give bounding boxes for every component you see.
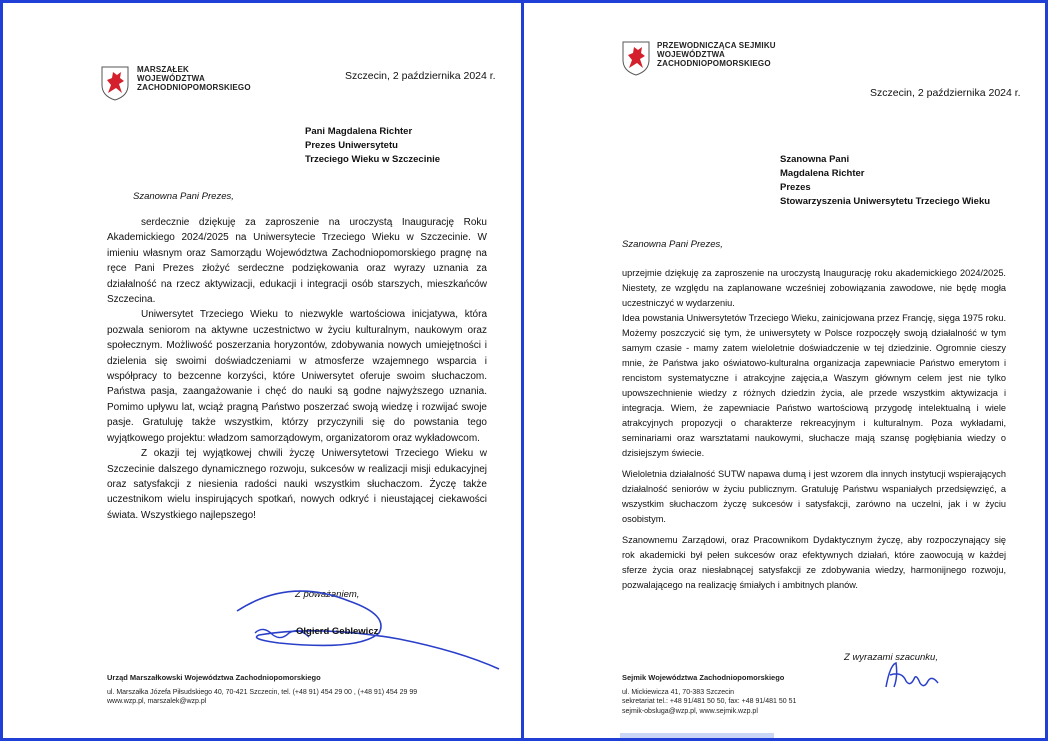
logo-line: PRZEWODNICZĄCA SEJMIKU: [657, 41, 776, 50]
body-paragraph: Z okazji tej wyjątkowej chwili życzę Uniwersytetowi Trzeciego Wieku w Szczecinie dalszego dynamicznego rozwoju, sukcesów w realizacji misji edukacyjnej oraz satysfakcji z niesienia radości nauki wszystkim słuchaczom. Życzę także uczestnikom wielu inspirujących spotkań, nowych odkryć i nieustającej ciekawości świata. Wszystkiego najlepszego!: [107, 448, 487, 521]
footer-institution: Sejmik Województwa Zachodniopomorskiego: [622, 673, 785, 682]
griffin-crest-icon: [100, 65, 130, 101]
body-paragraph: serdecznie dziękuję za zaproszenie na uroczystą Inaugurację Roku Akademickiego 2024/2025 na Uniwersytecie Trzeciego Wieku w Szczecinie. W imieniu własnym oraz Samorządu Województwa Zachodniopomorskiego pragnę na ręce Pani Prezes złożyć serdeczne podziękowania oraz wyrazy uznania za działalność na rzecz aktywizacji, edukacji i integracji osób starszych, mieszkańców Szczecina.: [107, 217, 487, 306]
footer-address: ul. Mickiewicza 41, 70-383 Szczecin: [622, 688, 735, 696]
closing-phrase: Z poważaniem,: [295, 589, 360, 600]
griffin-crest-icon: [621, 40, 651, 76]
letter-sejmik-chair: [524, 3, 1045, 738]
footer: [107, 673, 417, 707]
letter-marshal: [3, 3, 521, 738]
letter-date: Szczecin, 2 października 2024 r.: [345, 70, 496, 82]
addressee-block: [305, 125, 440, 167]
addressee-line: Prezes: [780, 182, 811, 193]
body-paragraph: Wieloletnia działalność SUTW napawa dumą i jest wzorem dla innych instytucji wspierających działalność seniorów w życiu publicznym. Gratuluję Państwu wspaniałych przedsięwzięć, a wszystkim słuchaczom życzę sukcesów i satysfakcji, zarówno na uczelni, jak i w życiu osobistym.: [622, 469, 1006, 524]
addressee-line: Pani Magdalena Richter: [305, 126, 413, 137]
letter-body: [622, 266, 1006, 599]
body-paragraph: Szanownemu Zarządowi, oraz Pracownikom Dydaktycznym życzę, aby rozpoczynający się rok akademicki był pełen sukcesów oraz efektywnych działań, które zaowocują w każdej sferze życia oraz niesłabnącej satysfakcji ze zdobywania wiedzy, harmonijnego rozwoju, pozwalającego na realizację śmiałych i ambitnych planów.: [622, 535, 1006, 590]
letter-date: Szczecin, 2 października 2024 r.: [870, 87, 1021, 99]
letter-body: [107, 215, 487, 523]
closing-phrase: Z wyrazami szacunku,: [844, 652, 938, 663]
footer-address: ul. Marszałka Józefa Piłsudskiego 40, 70-421 Szczecin, tel. (+48 91) 454 29 00 , (+48 91) 454 29 99: [107, 688, 418, 696]
footer-web: www.wzp.pl, marszalek@wzp.pl: [107, 698, 207, 705]
body-paragraph: Uniwersytet Trzeciego Wieku to niezwykle wartościowa inicjatywa, która pozwala seniorom na aktywne uczestnictwo w życiu kulturalnym, naukowym oraz społecznym. Możliwość poszerzania horyzontów, zdobywania nowych umiejętności i dzielenia się swoimi doświadczeniami w atmosferze wzajemnego wsparcia i współpracy to bezcenne korzyści, które Uniwersytet oferuje swoim słuchaczom. Państwa pasja, zaangażowanie i chęć do nauki są godne najwyższego uznania. Pomimo upływu lat, wciąż pragną Państwo poszerzać swoją wiedzę i rozwijać swoje pasje. Gratuluję także wszystkim, którzy przyczynili się do powstania tego wyjątkowego projektu: władzom samorządowym, organizatorom oraz wykładowcom.: [107, 309, 487, 444]
signer-name: Olgierd Geblewicz: [296, 626, 379, 637]
logo-line: ZACHODNIOPOMORSKIEGO: [137, 83, 251, 92]
logo-line: ZACHODNIOPOMORSKIEGO: [657, 59, 771, 68]
footer-phone: sekretariat tel.: +48 91/481 50 50, fax: +48 91/481 50 51: [622, 698, 797, 705]
salutation: Szanowna Pani Prezes,: [622, 239, 723, 250]
salutation: Szanowna Pani Prezes,: [133, 191, 234, 202]
addressee-line: Magdalena Richter: [780, 168, 865, 179]
addressee-line: Prezes Uniwersytetu: [305, 140, 398, 151]
body-paragraph: Idea powstania Uniwersytetów Trzeciego Wieku, zainicjowana przez Francję, sięga 1975 roku. Możemy poszczycić się tym, że uniwersytety w Polsce rozpoczęły swoją działalność w tym samym czasie - mamy zatem wieloletnie doświadczenie w tej dziedzinie. Ogromnie cieszy mnie, że Państwa jako oświatowo-kulturalna organizacja zapewniacie Państwo emerytom i rencistom systematyczne i atrakcyjne zajęcia,a Waszym głównym celem jest nie tylko upowszechnienie wiedzy z różnych dziedzin życia, ale przede wszystkim aktywizacja i integracja. Wiem, że zapewniacie Państwo wartościową przygodę intelektualną i wiele atrakcyjnych propozycji o charakterze rekreacyjnym i kulturalnym. Poza wykładami, seminariami oraz warsztatami naukowymi, słuchacze mają szansę pogłębiania wiedzy o dzisiejszym świecie.: [622, 313, 1006, 458]
footer-institution: Urząd Marszałkowski Województwa Zachodniopomorskiego: [107, 673, 321, 682]
body-paragraph: uprzejmie dziękuję za zaproszenie na uroczystą Inaugurację roku akademickiego 2024/2025. Niestety, ze względu na zaplanowane wcześniej zobowiązania zawodowe, nie będę mogła uczestniczyć w wydarzeniu.: [622, 268, 1006, 308]
footer: [622, 673, 796, 716]
logo-text: [657, 41, 776, 68]
logo-line: MARSZAŁEK: [137, 65, 190, 74]
logo-line: WOJEWÓDZTWA: [657, 50, 725, 59]
scan-stamp-strip: [620, 733, 774, 738]
logo-line: WOJEWÓDZTWA: [137, 74, 205, 83]
addressee-block: [780, 153, 990, 209]
footer-web: sejmik-obsluga@wzp.pl, www.sejmik.wzp.pl: [622, 707, 758, 715]
signature-scribble: [876, 659, 946, 693]
logo-text: [137, 65, 251, 92]
addressee-line: Szanowna Pani: [780, 154, 850, 165]
addressee-line: Stowarzyszenia Uniwersytetu Trzeciego Wieku: [780, 196, 991, 207]
addressee-line: Trzeciego Wieku w Szczecinie: [305, 154, 441, 165]
